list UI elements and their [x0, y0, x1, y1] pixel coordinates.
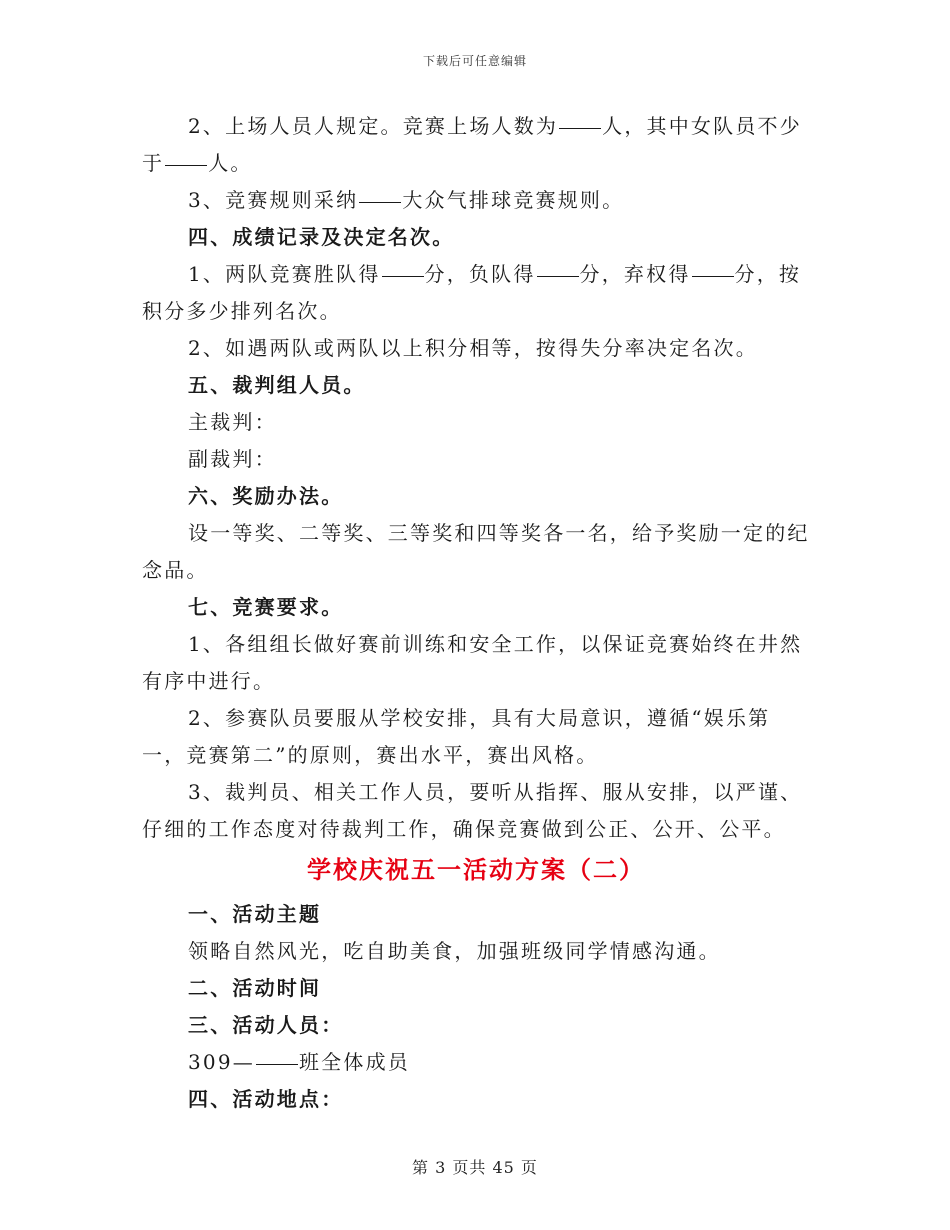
paragraph-tie-rule: 2、如遇两队或两队以上积分相等，按得失分率决定名次。	[188, 336, 758, 360]
section-heading-theme: 一、活动主题	[188, 902, 322, 926]
paragraph-awards: 设一等奖、二等奖、三等奖和四等奖各一名，给予奖励一定的纪念品。	[142, 521, 810, 582]
paragraph-requirement-2: 2、参赛队员要服从学校安排，具有大局意识，遵循“娱乐第一，竞赛第二”的原则，赛出水平，赛出风格。	[142, 706, 771, 767]
section-heading-awards: 六、奖励办法。	[188, 484, 344, 508]
fill-blank	[537, 275, 579, 277]
page-header: 下载后可任意编辑	[422, 54, 527, 68]
paragraph-competition-rules: 3、竞赛规则采纳 大众气排球竞赛规则。	[188, 188, 625, 212]
paragraph-scoring-points: 1、两队竞赛胜队得 分，负队得 分，弃权得 分，按积分多少排列名次。	[142, 262, 802, 323]
fill-blank	[165, 164, 207, 166]
chief-referee-line: 主裁判：	[188, 410, 277, 434]
paragraph-participants: 309— 班全体成员	[188, 1050, 410, 1074]
section-heading-scoring: 四、成绩记录及决定名次。	[188, 225, 455, 249]
paragraph-requirement-1: 1、各组组长做好赛前训练和安全工作，以保证竞赛始终在井然有序中进行。	[142, 632, 803, 693]
document-title: 学校庆祝五一活动方案（二）	[307, 855, 645, 884]
paragraph-theme: 领略自然风光，吃自助美食，加强班级同学情感沟通。	[188, 939, 721, 963]
section-heading-requirements: 七、竞赛要求。	[188, 595, 344, 619]
section-heading-location: 四、活动地点：	[188, 1087, 344, 1111]
fill-blank	[382, 275, 424, 277]
deputy-referee-line: 副裁判：	[188, 447, 277, 471]
paragraph-player-rules: 2、上场人员人规定。竞赛上场人数为 人，其中女队员不少于 人。	[142, 114, 802, 175]
paragraph-requirement-3: 3、裁判员、相关工作人员，要听从指挥、服从安排，以严谨、仔细的工作态度对待裁判工作，确保竞赛做到公正、公开、公平。	[142, 780, 803, 841]
section-heading-time: 二、活动时间	[188, 976, 322, 1000]
section-heading-participants: 三、活动人员：	[188, 1013, 344, 1037]
fill-blank	[692, 275, 734, 277]
fill-blank	[559, 127, 601, 129]
fill-blank	[359, 201, 401, 203]
fill-blank	[256, 1063, 298, 1065]
page-footer: 第 3 页共 45 页	[412, 1158, 538, 1177]
document-body	[142, 108, 810, 1118]
section-heading-referees: 五、裁判组人员。	[188, 373, 366, 397]
